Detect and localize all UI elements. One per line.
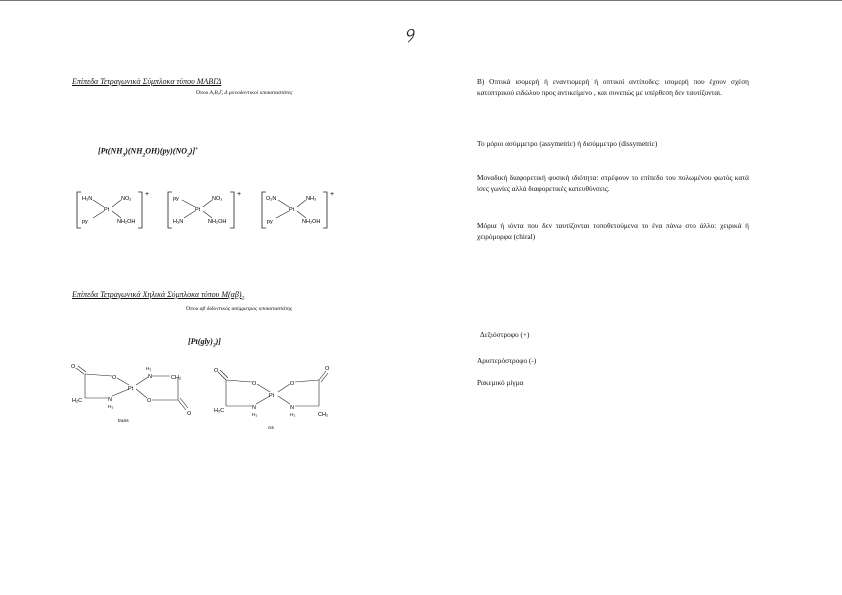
isomer2-ligand-bottom-right: NH₂OH xyxy=(208,219,227,225)
trans-h2c: H₂C xyxy=(72,398,83,404)
trans-metal: Pt xyxy=(128,386,134,392)
cis-n-right: N xyxy=(290,405,294,411)
isomer1-ligand-top-right: NO₂ xyxy=(121,196,132,202)
trans-caption: trans xyxy=(118,419,129,424)
top-border-line xyxy=(0,0,842,1)
paragraph-chiral: Μόρια ή ιόντα που δεν ταυτίζονται τοποθετούμενα το ένα πάνω στο άλλο: χειρικά ή χειρόμορφα (chiral) xyxy=(477,221,749,241)
isomer2-ligand-top-left: py xyxy=(173,196,179,202)
cis-h2c: H₂C xyxy=(214,408,225,414)
page-number-mark: ୨ xyxy=(401,22,417,49)
racemic-mixture-label: Ρακεμικό μίγμα xyxy=(477,378,524,387)
cis-h2-left: H₂ xyxy=(252,413,258,418)
cis-carbonyl-o-right: O xyxy=(325,366,330,372)
isomer2-charge: + xyxy=(237,191,242,198)
isomer1-metal: Pt xyxy=(104,207,110,213)
isomer-1-structure xyxy=(75,190,160,234)
isomer1-ligand-top-left: H₃N xyxy=(82,196,93,202)
isomer1-charge: + xyxy=(145,191,150,198)
paragraph-optical-isomers: Β) Οπτικά ισομερή ή εναντιομερή ή οπτικοί αντίποδες: ισομερή που έχουν σχέση κατοπτρικού ειδώλου προς αντικείμενο , και συνεπώς με υπέρθεση δεν ταυτίζονται. xyxy=(477,77,749,97)
section1-note: Όπου Α,Β,Γ, Δ μονοδοντικοί υποκαταστάτες xyxy=(196,90,293,96)
paragraph-asymmetric: Το μόριο ασύμμετρο (assymetric) ή δισύμμετρο (dissymetric) xyxy=(477,139,658,148)
isomer-3-structure xyxy=(260,190,345,234)
cis-n-left: N xyxy=(252,405,256,411)
trans-h2-bottom: H₂ xyxy=(108,405,114,410)
isomer3-ligand-bottom-left: py xyxy=(267,219,273,225)
isomer3-ligand-bottom-right: NH₂OH xyxy=(302,219,321,225)
isomer2-metal: Pt xyxy=(195,207,201,213)
cis-glycinate-structure xyxy=(208,360,348,450)
section1-heading: Επίπεδα Τετραγωνικά Σύμπλοκα τύπου ΜΑΒΓΔ xyxy=(72,77,222,86)
section2-heading: Επίπεδα Τετραγωνικά Χηλικά Σύμπλοκα τύπου $M(\alpha\beta)_2$ xyxy=(72,290,245,302)
isomer1-ligand-bottom-right: NH₂OH xyxy=(117,219,136,225)
trans-glycinate-structure xyxy=(62,360,202,435)
trans-carbonyl-o-bottom: O xyxy=(187,411,192,417)
isomer-2-structure xyxy=(166,190,251,234)
cis-ring-o-left: O xyxy=(252,381,257,387)
paragraph-physical-property: Μοναδική διαφορετική φυσική ιδιότητα: στρέφουν το επίπεδο του πολωμένου φωτός κατά ίσες γωνίες αλλά διαφορετικές κατευθύνσεις. xyxy=(477,173,749,193)
section1-formula: $[Pt(NH_3)(NH_2OH)(py)(NO_2)]^+$ xyxy=(98,146,199,159)
trans-carbonyl-o-top: O xyxy=(71,364,76,370)
trans-ch2: CH₂ xyxy=(171,375,182,381)
trans-ring-o-left: O xyxy=(112,375,117,381)
cis-carbonyl-o-left: O xyxy=(214,368,219,374)
isomer3-ligand-top-left: O₂N xyxy=(266,196,277,202)
cis-h2-right: H₂ xyxy=(290,413,296,418)
cis-ch2: CH₂ xyxy=(318,412,329,418)
trans-n-top: N xyxy=(148,374,152,380)
section2-formula: $[Pt(gly)_2)$] xyxy=(188,337,221,349)
isomer3-metal: Pt xyxy=(289,207,295,213)
cis-caption: cis xyxy=(268,426,274,431)
trans-n-bottom: N xyxy=(108,397,112,403)
levorotatory-label: Αριστερόστροφο (-) xyxy=(477,356,537,365)
trans-ring-o-right: O xyxy=(147,398,152,404)
trans-h2-top: H₂ xyxy=(146,367,152,372)
isomer1-ligand-bottom-left: py xyxy=(82,219,88,225)
isomer2-ligand-top-right: NO₂ xyxy=(212,196,223,202)
cis-ring-o-right: O xyxy=(290,381,295,387)
isomer2-ligand-bottom-left: H₃N xyxy=(173,219,184,225)
section2-note: Όπου αβ διδοντικός ασύμμετρος υποκαταστάτης xyxy=(186,306,293,312)
dextrorotatory-label: Δεξιόστροφο (+) xyxy=(480,330,530,339)
isomer3-ligand-top-right: NH₃ xyxy=(306,196,317,202)
cis-metal: Pt xyxy=(269,393,275,399)
isomer3-charge: + xyxy=(330,191,335,198)
